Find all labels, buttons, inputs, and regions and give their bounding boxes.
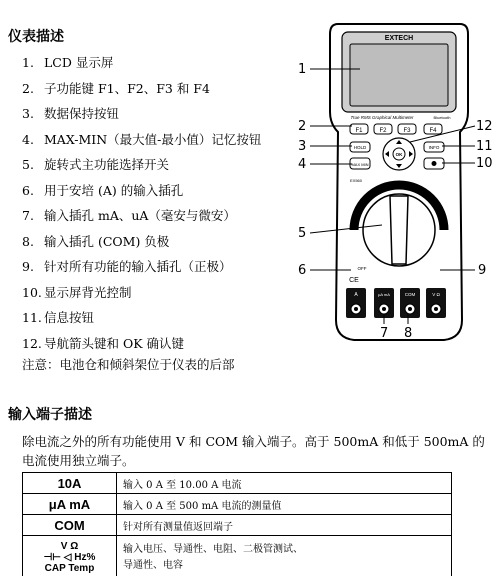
dial-knob[interactable] bbox=[390, 196, 408, 264]
list-item: 6. 用于安培 (A) 的输入插孔 bbox=[22, 182, 184, 198]
jack-a-label: A bbox=[354, 292, 358, 298]
list-item: 7. 输入插孔 mA、uA（毫安与微安） bbox=[22, 208, 236, 223]
terminal-key-line: V Ω bbox=[60, 541, 79, 552]
terminals-table bbox=[22, 472, 452, 576]
jack-ma-center bbox=[382, 307, 386, 311]
brand-logo: EXTECH bbox=[384, 35, 414, 42]
callout-5: 5 bbox=[298, 226, 307, 241]
callout-3: 3 bbox=[298, 139, 307, 154]
terminal-desc-line: 输入电压、导通性、电阻、二极管测试、 bbox=[123, 543, 303, 555]
callout-2: 2 bbox=[298, 119, 307, 134]
f3-key-label: F3 bbox=[403, 128, 411, 134]
f1-key-label: F1 bbox=[355, 128, 363, 134]
terminal-key: 10A bbox=[23, 473, 117, 494]
callout-6: 6 bbox=[298, 263, 307, 278]
terminal-desc: 输入 0 A 至 500 mA 电流的测量值 bbox=[117, 494, 452, 515]
terminal-desc bbox=[117, 536, 452, 576]
backlight-icon bbox=[432, 161, 437, 166]
bluetooth-label: Bluetooth bbox=[433, 115, 451, 120]
terminal-key-line: CAP Temp bbox=[44, 563, 95, 574]
terminal-key bbox=[23, 536, 117, 576]
maxmin-key-label: MAX MIN bbox=[351, 162, 369, 167]
callout-7: 7 bbox=[380, 326, 389, 341]
lcd-screen bbox=[350, 44, 448, 106]
jack-ma-label: μA mA bbox=[378, 292, 390, 297]
list-item: 2. 子功能键 F1、F2、F3 和 F4 bbox=[22, 80, 210, 96]
f2-key-label: F2 bbox=[379, 128, 387, 134]
list-item: 11. 信息按钮 bbox=[22, 310, 95, 325]
terminals-paragraph: 除电流之外的所有功能使用 V 和 COM 输入端子。高于 500mA 和低于 500mA 的电流使用独立端子。 bbox=[22, 434, 485, 468]
table-row bbox=[23, 494, 452, 515]
list-item: 4. MAX-MIN（最大值-最小值）记忆按钮 bbox=[22, 131, 262, 147]
list-item: 10. 显示屏背光控制 bbox=[22, 284, 132, 300]
battery-note: 注意：电池仓和倾斜架位于仪表的后部 bbox=[22, 357, 235, 372]
model-label: EX560 bbox=[349, 178, 363, 183]
multimeter-illustration bbox=[290, 20, 500, 360]
jack-com-label: COM bbox=[404, 292, 416, 297]
callout-4: 4 bbox=[298, 157, 307, 172]
jack-com-center bbox=[408, 307, 412, 311]
jack-v-label: V Ω bbox=[432, 292, 440, 297]
terminal-desc: 输入 0 A 至 10.00 A 电流 bbox=[117, 473, 452, 494]
list-item: 9. 针对所有功能的输入插孔（正极） bbox=[22, 259, 232, 274]
ok-key-label: OK bbox=[395, 152, 403, 157]
list-item: 12. 导航箭头键和 OK 确认键 bbox=[22, 335, 185, 351]
section-title-input-terminals: 输入端子描述 bbox=[8, 407, 92, 423]
list-item: 3. 数据保持按钮 bbox=[22, 106, 120, 121]
callout-8: 8 bbox=[404, 326, 413, 341]
ce-mark: CE bbox=[349, 277, 359, 284]
terminal-desc-line: 导通性、电容 bbox=[123, 559, 183, 571]
f4-key-label: F4 bbox=[429, 128, 437, 134]
terminal-key-line: ⊣⊢ ◁ Hz% bbox=[43, 552, 96, 563]
hold-key-label: HOLD bbox=[353, 145, 367, 150]
list-item: 1. LCD 显示屏 bbox=[22, 55, 114, 70]
list-item: 5. 旋转式主功能选择开关 bbox=[22, 157, 170, 172]
callout-1: 1 bbox=[298, 62, 307, 77]
model-line-label: True RMS Graphical Multimeter bbox=[350, 115, 414, 120]
jack-v-center bbox=[434, 307, 438, 311]
callout-10: 10 bbox=[476, 156, 493, 171]
meter-parts-list bbox=[22, 54, 292, 360]
jack-a-center bbox=[354, 307, 358, 311]
off-label: OFF bbox=[357, 266, 367, 271]
table-row bbox=[23, 536, 452, 576]
info-key-label: INFO bbox=[428, 145, 440, 150]
callout-11: 11 bbox=[476, 139, 493, 154]
list-item: 8. 输入插孔 (COM) 负极 bbox=[22, 233, 170, 249]
callout-9: 9 bbox=[478, 263, 487, 278]
table-row bbox=[23, 473, 452, 494]
terminal-key: μA mA bbox=[23, 494, 117, 515]
multimeter-drawing bbox=[290, 20, 500, 360]
section-title-meter-description: 仪表描述 bbox=[8, 29, 64, 45]
terminal-desc: 针对所有测量值返回端子 bbox=[117, 515, 452, 536]
terminal-key: COM bbox=[23, 515, 117, 536]
callout-12: 12 bbox=[476, 119, 493, 134]
table-row bbox=[23, 515, 452, 536]
